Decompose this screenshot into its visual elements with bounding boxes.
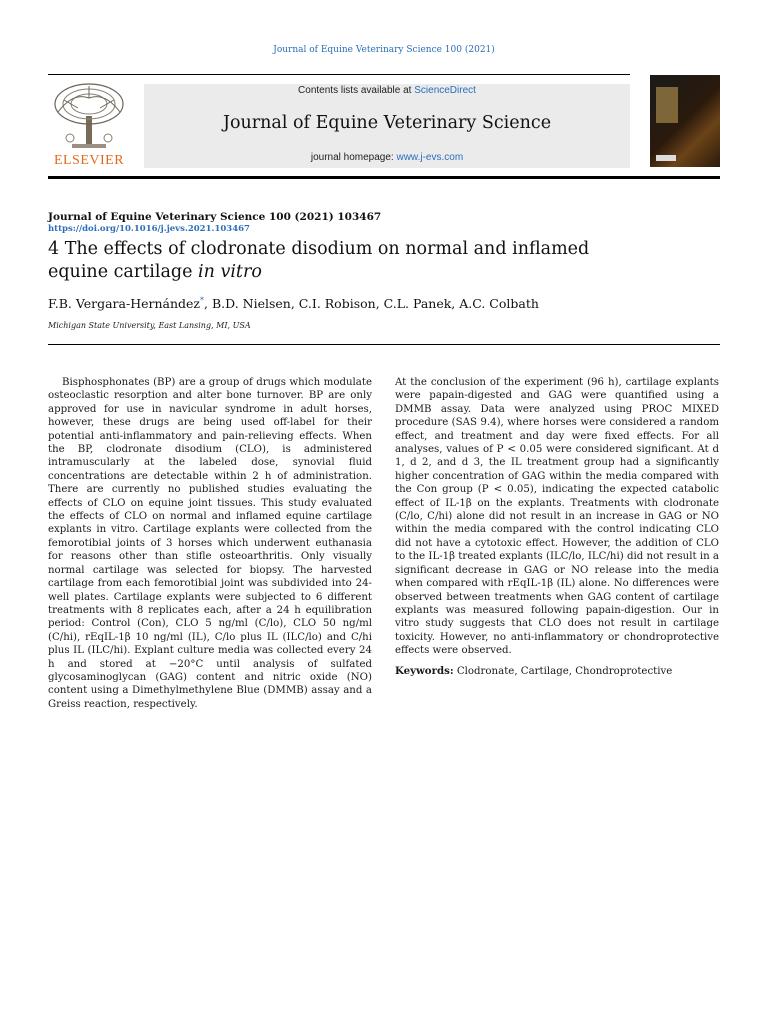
journal-cover-thumbnail[interactable] (650, 75, 720, 167)
article-title (48, 238, 648, 284)
affiliation: Michigan State University, East Lansing, MI, USA (48, 321, 251, 330)
article-citation: Journal of Equine Veterinary Science 100 (2021) 103467 (48, 211, 382, 223)
keywords-label: Keywords: (395, 664, 454, 677)
abstract-right-text: At the conclusion of the experiment (96 h), cartilage explants were papain-digested and GAG were quantified using a DMMB assay. Data were analyzed using PROC MIXED procedure (SAS 9.4), where horses were considered a random effect, and treatment and day were fixed effects. For all analyses, values of P < 0.05 were considered significant. At d 1, d 2, and d 3, the IL treatment group had a significantly higher concentration of GAG within the media compared with the Con group (P < 0.05), indicating the expected catabolic effect of IL-1β on the explants. Treatments with clodronate (C/lo, C/hi) alone did not result in an increase in GAG or NO within the media compared with the control indicating CLO did not have a cytotoxic effect. However, the addition of CLO to the IL-1β treated explants (ILC/lo, ILC/hi) did not result in a significant decrease in GAG or NO release into the media when compared with rEqIL-1β (IL) alone. No differences were observed between treatments when GAG content of cartilage explants was measured following papain-digestion. Our in vitro study suggests that CLO does not result in cartilage toxicity. However, no anti-inflammatory or chondroprotective effects were observed. (395, 377, 719, 657)
cover-band (656, 87, 678, 123)
abstract-right-column (395, 376, 719, 678)
keywords (395, 665, 719, 678)
abstract-left-column: Bisphosphonates (BP) are a group of drugs which modulate osteoclastic resorption and alter bone turnover. BP are only approved for use in navicular syndrome in adult horses, however, these drugs are being used off-label for their potential anti-inflammatory and pain-relieving effects. When the BP, clodronate disodium (CLO), is administered intramuscularly at the labeled dose, synovial fluid concentrations are detectable within 2 h of administration. There are currently no published studies evaluating the effects of CLO on equine joint tissues. This study evaluated the effects of CLO on normal and inflamed equine cartilage explants in vitro. Cartilage explants were collected from the femorotibial joints of 3 horses which underwent euthanasia for reasons other than stifle osteoarthritis. Only visually normal cartilage was selected for biopsy. The harvested cartilage from each femorotibial joint was subdivided into 24-well plates. Cartilage explants were subjected to 6 different treatments with 8 replicates each, after a 24 h equilibration period: Control (Con), CLO 5 ng/ml (C/lo), CLO 50 ng/ml (C/hi), rEqIL-1β 10 ng/ml (IL), C/lo plus IL (ILC/lo) and C/hi plus IL (ILC/hi). Explant culture media was collected every 24 h and stored at −20°C until analysis of sulfated glycosaminoglycan (GAG) content and nitric oxide (NO) content using a Dimethylmethylene Blue (DMMB) assay and a Greiss reaction, respectively. (48, 377, 372, 710)
journal-banner (144, 84, 630, 168)
homepage-line (144, 152, 630, 163)
doi-link[interactable]: https://doi.org/10.1016/j.jevs.2021.103467 (48, 224, 250, 234)
cover-strip (656, 155, 676, 161)
header-thick-rule (48, 176, 720, 179)
top-journal-citation[interactable]: Journal of Equine Veterinary Science 100 (2021) (273, 45, 495, 55)
homepage-prefix: journal homepage: (310, 152, 394, 163)
section-rule (48, 344, 720, 345)
corresponding-author-mark[interactable]: * (200, 296, 205, 305)
authors-rest: , B.D. Nielsen, C.I. Robison, C.L. Panek, A.C. Colbath (204, 296, 539, 312)
homepage-link[interactable]: www.j-evs.com (396, 152, 464, 163)
elsevier-logo[interactable] (48, 82, 130, 170)
contents-line (144, 84, 630, 98)
author-first: F.B. Vergara-Hernández (48, 296, 201, 312)
title-main: 4 The effects of clodronate disodium on normal and inflamed equine cartilage (48, 239, 590, 282)
author-list (48, 296, 539, 311)
contents-prefix: Contents lists available at (298, 85, 412, 96)
journal-title: Journal of Equine Veterinary Science (222, 113, 552, 133)
sciencedirect-link[interactable]: ScienceDirect (414, 85, 476, 96)
keywords-list: Clodronate, Cartilage, Chondroprotective (456, 665, 673, 677)
elsevier-tree-icon (48, 82, 130, 152)
publisher-name: ELSEVIER (53, 153, 125, 168)
title-italic: in vitro (198, 262, 262, 282)
header-rule (48, 74, 630, 75)
